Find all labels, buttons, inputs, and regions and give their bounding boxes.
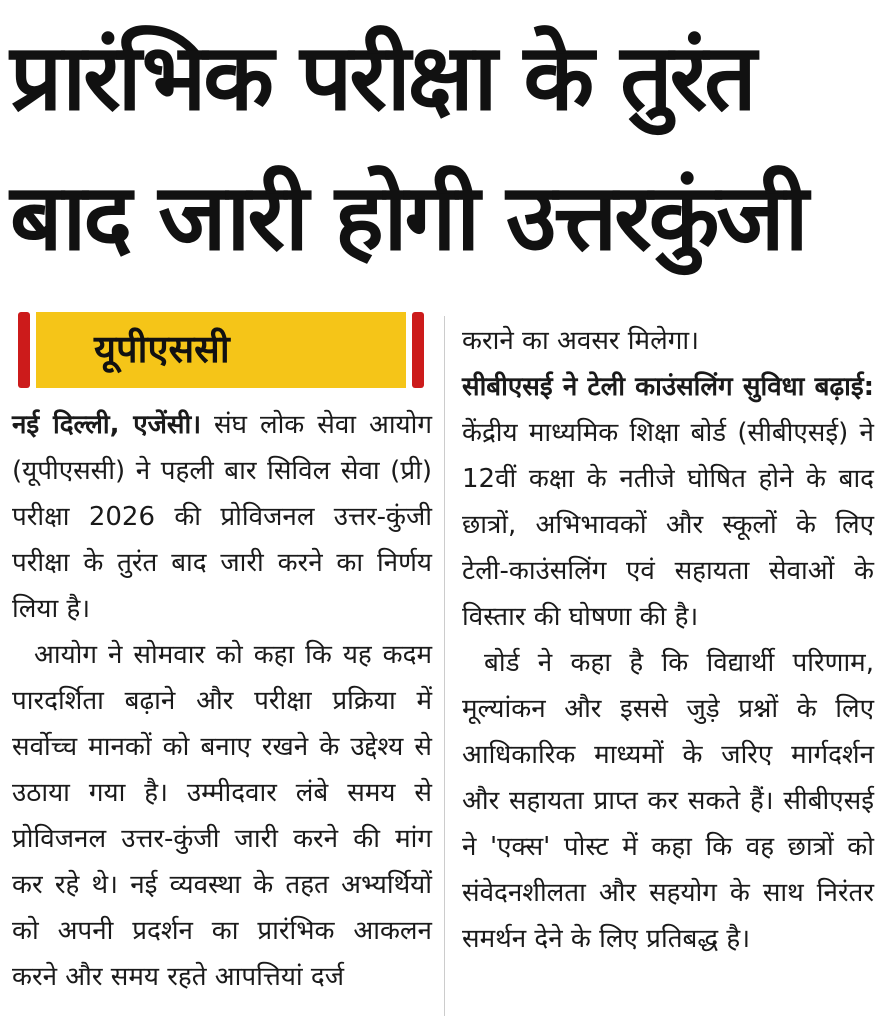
headline-line-1: प्रारंभिक परीक्षा के तुरंत [10, 24, 754, 131]
section-tag [18, 312, 424, 388]
tag-label: यूपीएससी [94, 327, 230, 371]
left-para-1-text: संघ लोक सेवा आयोग (यूपीएससी) ने पहली बार सिविल सेवा (प्री) परीक्षा 2026 की प्रोविजनल उत्तर-कुंजी परीक्षा के तुरंत बाद जारी करने का निर्णय लिया है। [12, 410, 433, 624]
right-column [462, 318, 874, 962]
left-para-2: आयोग ने सोमवार को कहा कि यह कदम पारदर्शिता बढ़ाने और परीक्षा प्रक्रिया में सर्वोच्च मानकों को बनाए रखने के उद्देश्य से उठाया गया है। उम्मीदवार लंबे समय से प्रोविजनल उत्तर-कुंजी जारी करने की मांग कर रहे थे। नई व्यवस्था के तहत अभ्यर्थियों को अपनी प्रदर्शन का प्रारंभिक आकलन करने और समय रहते आपत्तियां दर्ज [12, 640, 432, 992]
dateline: नई दिल्ली, एजेंसी। [12, 410, 202, 440]
right-para-1-text: केंद्रीय माध्यमिक शिक्षा बोर्ड (सीबीएसई) ने 12वीं कक्षा के नतीजे घोषित होने के बाद छात्रों, अभिभावकों और स्कूलों के लिए टेली-काउंसलिंग एवं सहायता सेवाओं के विस्तार की घोषणा की है। [462, 418, 874, 632]
headline [10, 8, 870, 288]
right-para-2: बोर्ड ने कहा है कि विद्यार्थी परिणाम, मूल्यांकन और इससे जुड़े प्रश्नों के लिए आधिकारिक माध्यमों के जरिए मार्गदर्शन और सहायता प्राप्त कर सकते हैं। सीबीएसई ने 'एक्स' पोस्ट में कहा कि वह छात्रों को संवेदनशीलता और सहयोग के साथ निरंतर समर्थन देने के लिए प्रतिबद्ध है। [462, 648, 874, 954]
right-para-1 [462, 364, 874, 640]
headline-line-2: बाद जारी होगी उत्तरकुंजी [10, 164, 806, 271]
tag-left-bar [18, 312, 30, 388]
tag-right-bar [412, 312, 424, 388]
column-divider [444, 316, 445, 1016]
left-column [12, 312, 432, 1000]
left-para-1 [12, 402, 432, 632]
subhead: सीबीएसई ने टेली काउंसलिंग सुविधा बढ़ाई: [462, 372, 874, 402]
continuation-text: कराने का अवसर मिलेगा। [462, 326, 699, 356]
